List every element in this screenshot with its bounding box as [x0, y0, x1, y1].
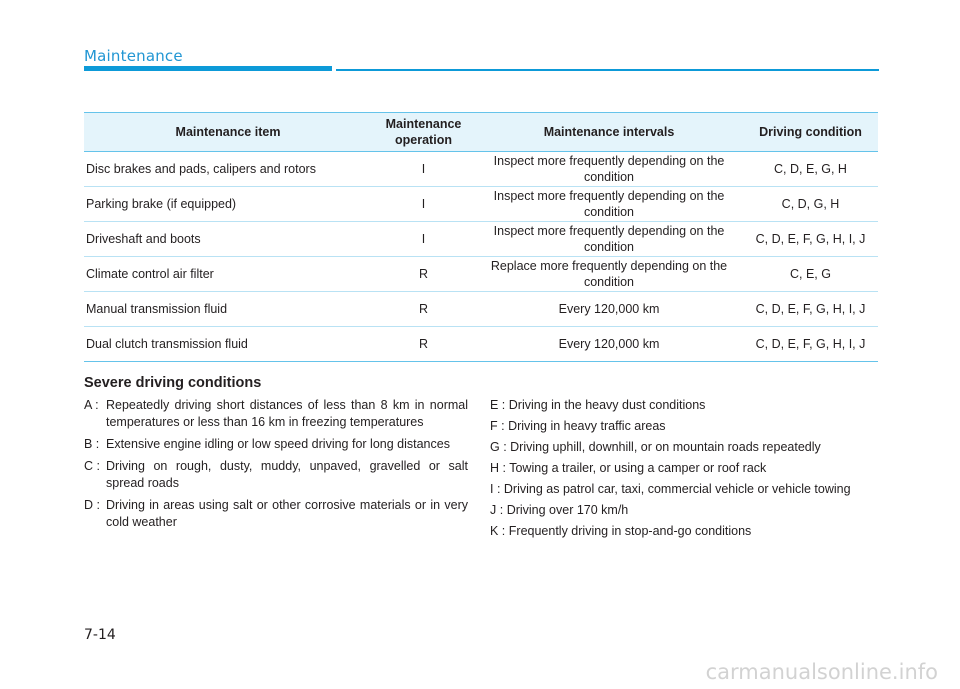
column-header-item: Maintenance item	[84, 113, 372, 152]
condition-text: Driving in heavy traffic areas	[508, 419, 666, 433]
conditions-left-column	[84, 397, 468, 536]
column-header-condition: Driving condition	[743, 113, 878, 152]
page-number: 7-14	[84, 627, 116, 643]
table-header-row	[84, 113, 878, 152]
condition-text: Driving as patrol car, taxi, commercial vehicle or vehicle towing	[503, 482, 851, 496]
condition-text: Driving in areas using salt or other corrosive materials or in very cold weather	[106, 498, 468, 529]
header-rule-thin	[336, 69, 879, 71]
cell-condition: C, D, E, F, G, H, I, J	[743, 327, 878, 362]
cell-operation: R	[372, 292, 475, 327]
condition-item	[490, 481, 880, 498]
cell-interval: Inspect more frequently depending on the condition	[475, 222, 743, 257]
condition-letter: F :	[490, 419, 505, 433]
condition-text: Repeatedly driving short distances of less than 8 km in normal temperatures or less than 16 km in freezing temperatures	[106, 398, 468, 429]
condition-text: Driving over 170 km/h	[506, 503, 629, 517]
cell-item: Disc brakes and pads, calipers and rotors	[84, 152, 372, 187]
watermark: carmanualsonline.info	[705, 660, 938, 684]
cell-operation: R	[372, 257, 475, 292]
table-row	[84, 187, 878, 222]
condition-letter: I :	[490, 482, 501, 496]
table-row	[84, 327, 878, 362]
condition-letter: E :	[490, 398, 506, 412]
condition-item	[490, 439, 880, 456]
cell-item: Dual clutch transmission fluid	[84, 327, 372, 362]
condition-text: Frequently driving in stop-and-go conditions	[508, 524, 752, 538]
condition-item	[84, 397, 468, 431]
condition-text: Extensive engine idling or low speed driving for long distances	[106, 437, 450, 451]
section-title: Maintenance	[84, 47, 183, 65]
cell-condition: C, D, G, H	[743, 187, 878, 222]
condition-letter: J :	[490, 503, 504, 517]
cell-condition: C, D, E, G, H	[743, 152, 878, 187]
condition-item	[490, 460, 880, 477]
condition-item	[490, 502, 880, 519]
severe-conditions-heading: Severe driving conditions	[84, 375, 262, 391]
cell-operation: R	[372, 327, 475, 362]
condition-item	[490, 418, 880, 435]
condition-item	[490, 523, 880, 540]
condition-letter: G :	[490, 440, 507, 454]
table-row	[84, 222, 878, 257]
condition-letter: C :	[84, 459, 100, 473]
condition-item	[490, 397, 880, 414]
conditions-right-column	[490, 397, 880, 544]
condition-item	[84, 458, 468, 492]
cell-interval: Every 120,000 km	[475, 327, 743, 362]
cell-item: Driveshaft and boots	[84, 222, 372, 257]
table-row	[84, 257, 878, 292]
cell-interval: Replace more frequently depending on the condition	[475, 257, 743, 292]
cell-interval: Every 120,000 km	[475, 292, 743, 327]
condition-text: Driving in the heavy dust conditions	[508, 398, 706, 412]
condition-item	[84, 436, 468, 453]
condition-letter: D :	[84, 498, 100, 512]
condition-text: Driving uphill, downhill, or on mountain roads repeatedly	[510, 440, 821, 454]
condition-letter: B :	[84, 437, 100, 451]
table-row	[84, 292, 878, 327]
condition-letter: H :	[490, 461, 506, 475]
cell-item: Parking brake (if equipped)	[84, 187, 372, 222]
header-rule-thick	[84, 66, 332, 71]
cell-condition: C, D, E, F, G, H, I, J	[743, 222, 878, 257]
table-row	[84, 152, 878, 187]
cell-condition: C, D, E, F, G, H, I, J	[743, 292, 878, 327]
cell-operation: I	[372, 222, 475, 257]
column-header-operation: Maintenance operation	[372, 113, 475, 152]
cell-interval: Inspect more frequently depending on the condition	[475, 152, 743, 187]
maintenance-table	[84, 112, 878, 362]
cell-interval: Inspect more frequently depending on the condition	[475, 187, 743, 222]
condition-text: Driving on rough, dusty, muddy, unpaved, gravelled or salt spread roads	[106, 459, 468, 490]
condition-letter: A :	[84, 398, 99, 412]
condition-letter: K :	[490, 524, 506, 538]
condition-text: Towing a trailer, or using a camper or roof rack	[509, 461, 767, 475]
cell-operation: I	[372, 187, 475, 222]
condition-item	[84, 497, 468, 531]
cell-condition: C, E, G	[743, 257, 878, 292]
column-header-intervals: Maintenance intervals	[475, 113, 743, 152]
cell-item: Climate control air filter	[84, 257, 372, 292]
cell-operation: I	[372, 152, 475, 187]
cell-item: Manual transmission fluid	[84, 292, 372, 327]
